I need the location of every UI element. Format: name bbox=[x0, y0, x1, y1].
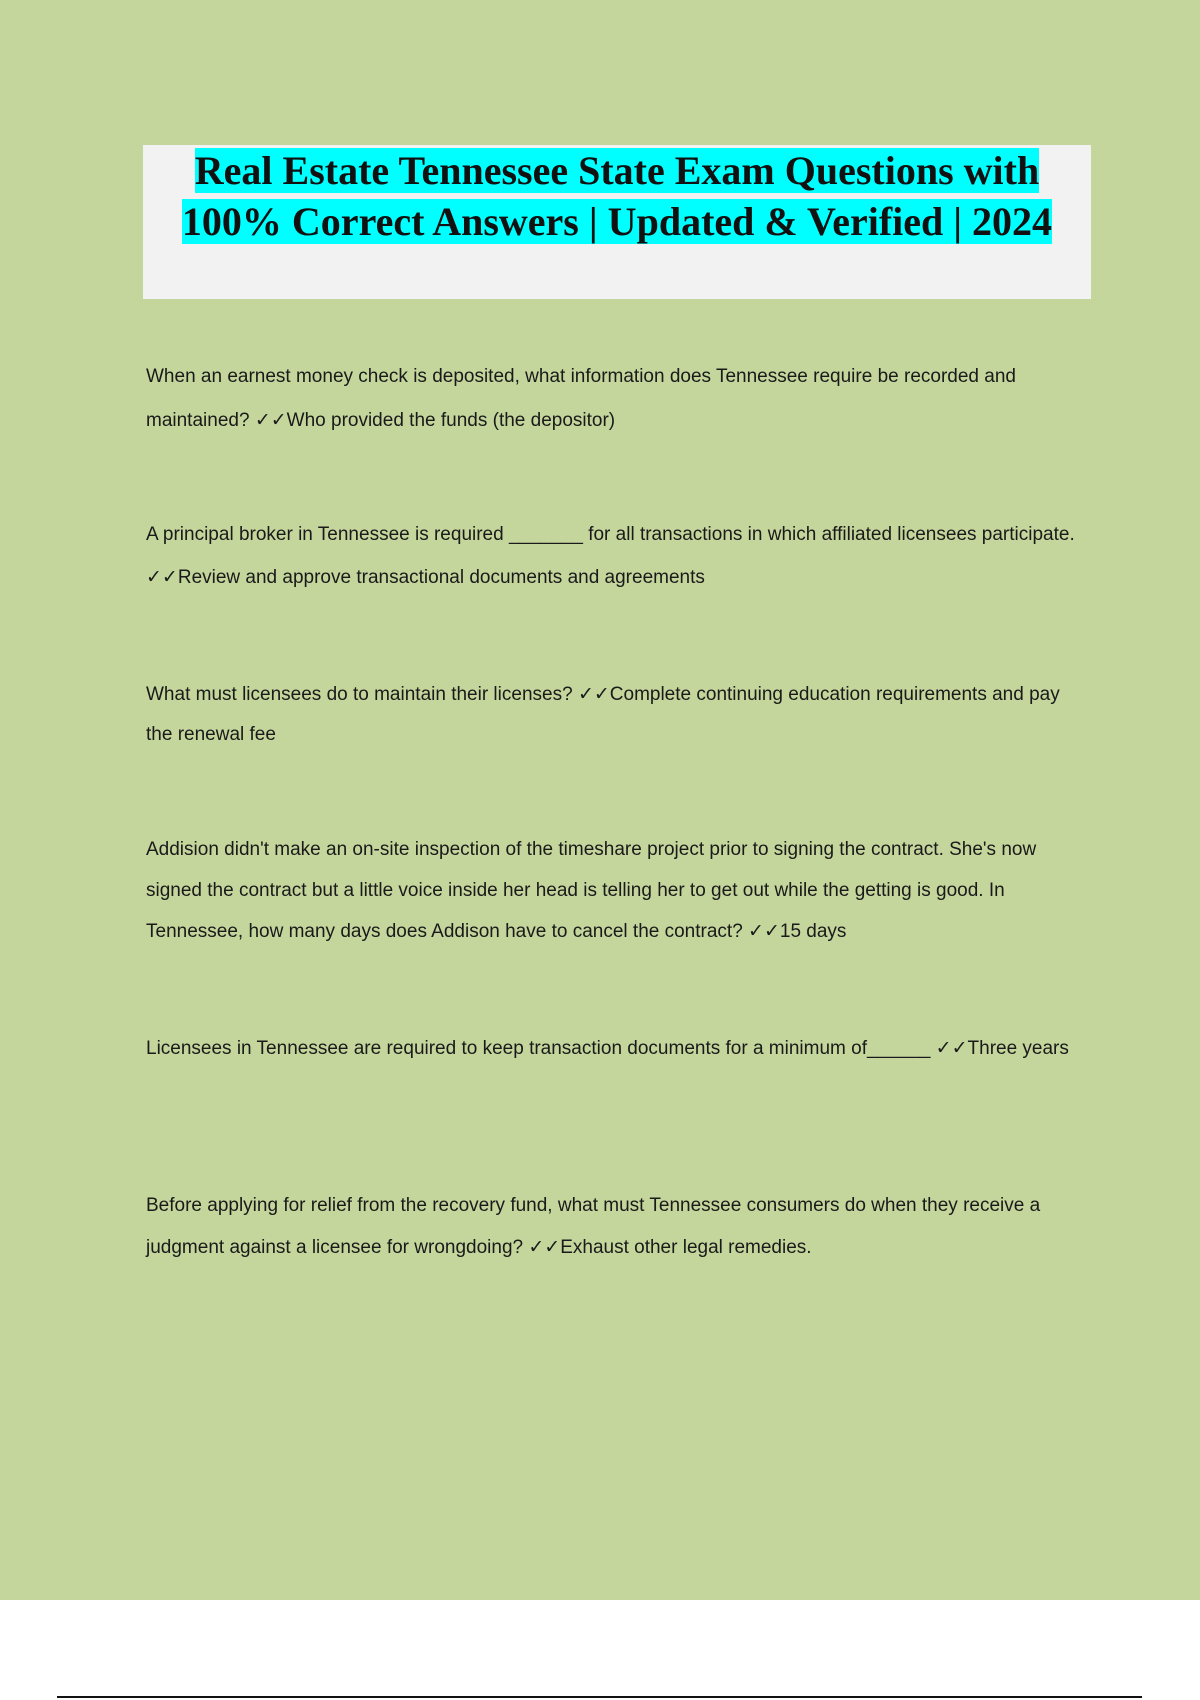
check-marks: ✓✓ bbox=[748, 921, 780, 942]
answer-text: Exhaust other legal remedies. bbox=[560, 1237, 812, 1258]
qa-item bbox=[146, 513, 1086, 599]
title-box bbox=[143, 145, 1091, 299]
answer-text: Three years bbox=[967, 1038, 1069, 1059]
check-marks: ✓✓ bbox=[528, 1237, 561, 1258]
qa-item bbox=[146, 1185, 1086, 1269]
answer-text: Who provided the funds (the depositor) bbox=[286, 410, 616, 431]
answer-text: Review and approve transactional documents and agreements bbox=[177, 567, 705, 588]
answer-text: 15 days bbox=[779, 921, 847, 942]
qa-item bbox=[146, 1028, 1086, 1070]
check-marks: ✓✓ bbox=[254, 410, 287, 431]
footer-rule bbox=[57, 1696, 1142, 1698]
document-title-text: Real Estate Tennessee State Exam Questions with 100% Correct Answers | Updated & Verified | 2024 bbox=[181, 148, 1053, 244]
question-text: Licensees in Tennessee are required to keep transaction documents for a minimum of______ bbox=[146, 1038, 931, 1059]
check-marks: ✓✓ bbox=[935, 1038, 968, 1059]
answer-text: Complete continuing education requirements and pay the renewal fee bbox=[146, 684, 1060, 745]
question-text: When an earnest money check is deposited, what information does Tennessee require be recorded and maintained? bbox=[146, 366, 1016, 431]
question-text: Before applying for relief from the recovery fund, what must Tennessee consumers do when they receive a judgment against a licensee for wrongdoing? bbox=[146, 1195, 1041, 1258]
qa-item bbox=[146, 829, 1086, 952]
question-text: A principal broker in Tennessee is required _______ for all transactions in which affiliated licensees participate. bbox=[146, 524, 1075, 545]
qa-item bbox=[146, 355, 1086, 443]
check-marks: ✓✓ bbox=[577, 684, 610, 705]
check-marks: ✓✓ bbox=[146, 567, 178, 588]
question-text: What must licensees do to maintain their licenses? bbox=[146, 684, 573, 705]
qa-item bbox=[146, 675, 1086, 755]
document-title bbox=[143, 145, 1091, 247]
question-text: Addision didn't make an on-site inspection of the timeshare project prior to signing the contract. She's now signed the contract but a little voice inside her head is telling her to get out while the getting is good. In Tennessee, how many days does Addison have to cancel the contract? bbox=[146, 839, 1037, 942]
